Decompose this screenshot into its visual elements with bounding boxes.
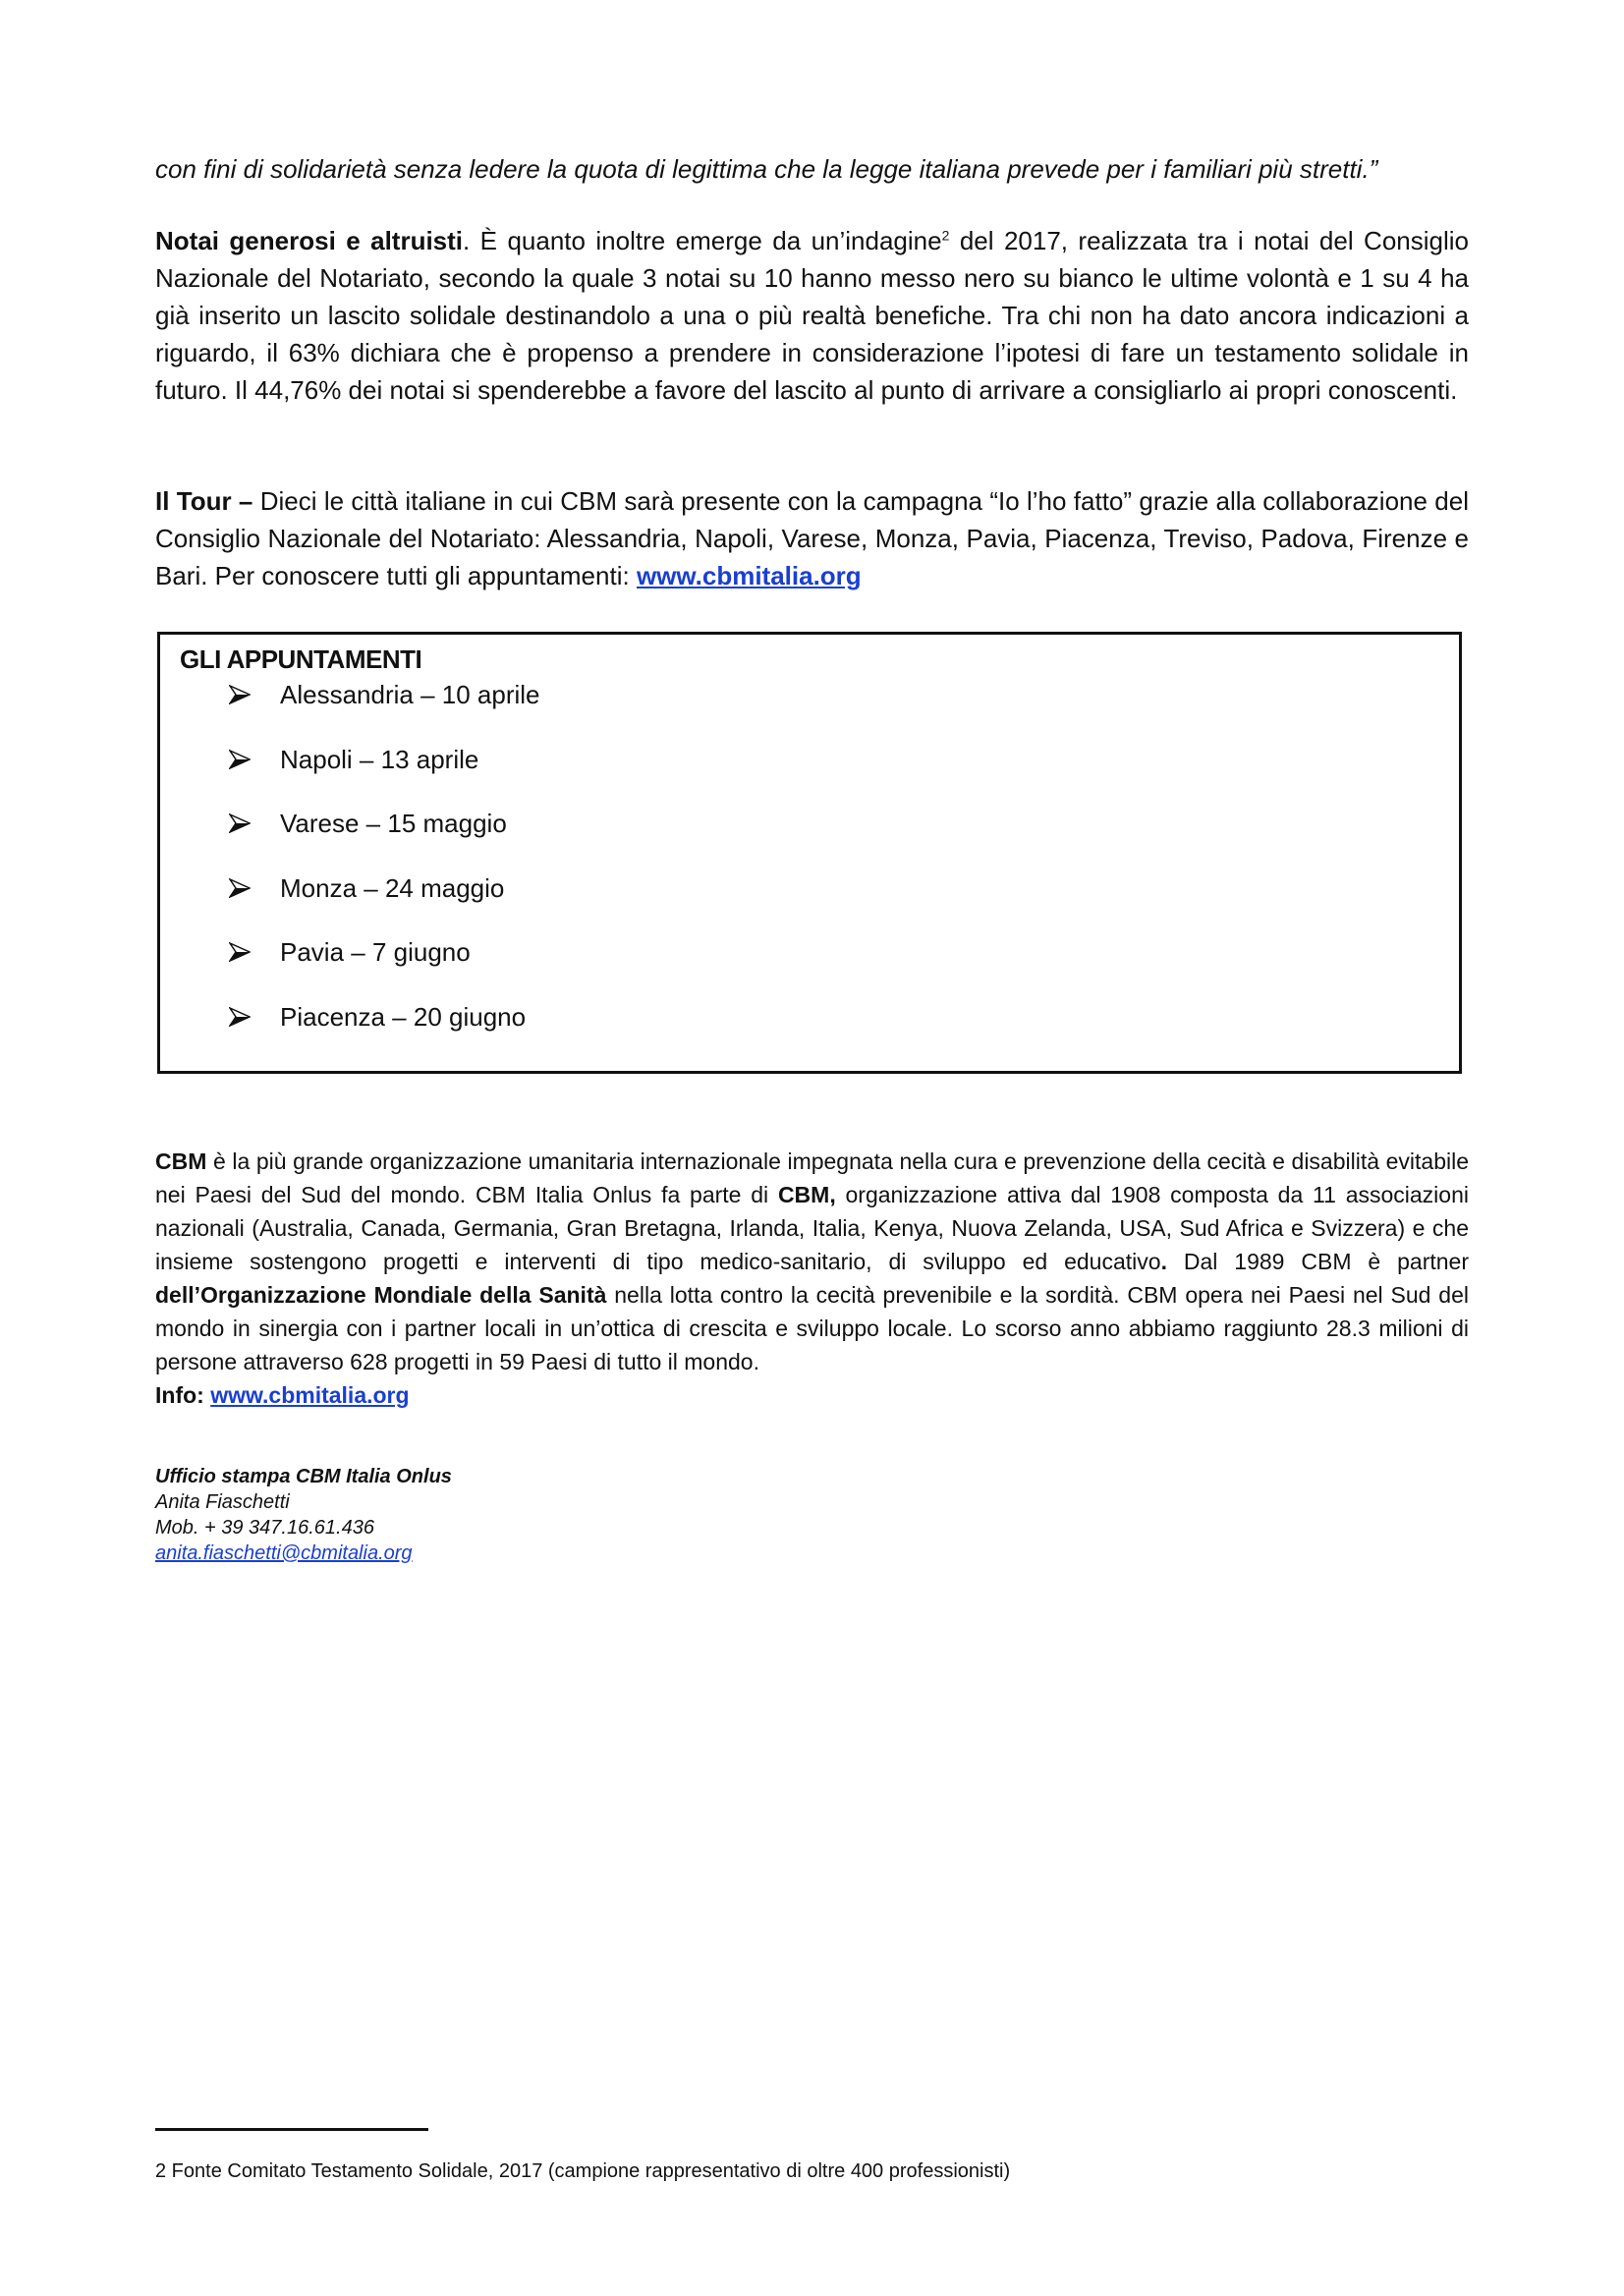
appointments-title: GLI APPUNTAMENTI — [180, 644, 422, 674]
arrowhead-bullet-icon — [229, 942, 251, 962]
appointments-box — [157, 632, 1462, 1074]
info-website-link[interactable]: www.cbmitalia.org — [210, 1382, 410, 1408]
footnote: 2 Fonte Comitato Testamento Solidale, 2017 (campione rappresentativo di oltre 400 professionisti) — [155, 2160, 1011, 2182]
cbm-bold-2: CBM, — [777, 1182, 836, 1207]
bold-period: . — [1160, 1249, 1167, 1274]
about-text-3: Dal 1989 CBM è partner — [1166, 1249, 1469, 1274]
arrowhead-bullet-icon — [229, 1007, 251, 1027]
about-text-2: organizzazione attiva dal 1908 composta da 11 associazioni nazionali (Australia, Canada, Germania, Gran Bretagna, Irlanda, Italia, Kenya, Nuova Zelanda, USA, Sud Africa e Svizzera) e che insieme sostengono progetti e interventi di tipo medico-sanitario, di sviluppo ed educativo — [155, 1182, 1469, 1274]
notai-paragraph — [155, 222, 1469, 409]
cbm-bold: CBM — [155, 1148, 207, 1174]
about-text-1: è la più grande organizzazione umanitaria internazionale impegnata nella cura e prevenzione della cecità e disabilità evitabile nei Paesi del Sud del mondo. CBM Italia Onlus fa parte di — [155, 1148, 1469, 1207]
arrowhead-bullet-icon — [229, 878, 251, 898]
footnote-reference[interactable]: 2 — [941, 227, 950, 244]
appointment-label: Napoli – 13 aprile — [280, 744, 479, 774]
appointment-label: Piacenza – 20 giugno — [280, 1001, 527, 1032]
contact-phone: Mob. + 39 347.16.61.436 — [155, 1517, 374, 1539]
tour-paragraph — [155, 482, 1469, 594]
tour-website-link[interactable]: www.cbmitalia.org — [636, 561, 862, 590]
arrowhead-bullet-icon — [229, 813, 251, 833]
tour-heading: Il Tour – — [155, 486, 253, 516]
who-bold: dell’Organizzazione Mondiale della Sanità — [155, 1282, 607, 1308]
press-office-title: Ufficio stampa CBM Italia Onlus — [155, 1466, 452, 1487]
about-text-4: nella lotta contro la cecità prevenibile e la sordità. CBM opera nei Paesi nel Sud del mondo in sinergia con i partner locali in un’ottica di crescita e sviluppo locale. Lo scorso anno abbiamo raggiunto 28.3 milioni di persone attraverso 628 progetti in 59 Paesi di tutto il mondo. — [155, 1282, 1470, 1374]
notai-heading: Notai generosi e altruisti — [155, 226, 464, 255]
footnote-separator — [155, 2128, 428, 2131]
tour-body: Dieci le città italiane in cui CBM sarà presente con la campagna “Io l’ho fatto” grazie alla collaborazione del Consiglio Nazionale del Notariato: Alessandria, Napoli, Varese, Monza, Pavia, Piacenza, Treviso, Padova, Firenze e Bari. Per conoscere tutti gli appuntamenti: — [155, 486, 1469, 590]
appointment-label: Monza – 24 maggio — [280, 872, 505, 903]
press-contact — [155, 1464, 452, 1566]
arrowhead-bullet-icon — [229, 685, 251, 704]
appointment-label: Pavia – 7 giugno — [280, 937, 471, 968]
info-label: Info: — [155, 1382, 204, 1408]
about-cbm-paragraph — [155, 1145, 1469, 1412]
notai-lead: . È quanto inoltre emerge da un’indagine — [463, 226, 942, 255]
appointment-label: Alessandria – 10 aprile — [280, 680, 540, 709]
arrowhead-bullet-icon — [229, 750, 251, 769]
notai-body: del 2017, realizzata tra i notai del Consiglio Nazionale del Notariato, secondo la quale 3 notai su 10 hanno messo nero su bianco le ultime volontà e 1 su 4 ha già inserito un lascito solidale destinandolo a una o più realtà benefiche. Tra chi non ha dato ancora indicazioni a riguardo, il 63% dichiara che è propenso a prendere in considerazione l’ipotesi di fare un testamento solidale in futuro. Il 44,76% dei notai si spenderebbe a favore del lascito al punto di arrivare a consigliarlo ai propri conoscenti. — [155, 226, 1469, 405]
appointment-label: Varese – 15 maggio — [280, 809, 507, 839]
intro-quote-text: con fini di solidarietà senza ledere la quota di legittima che la legge italiana prevede per i familiari più stretti.” — [155, 154, 1378, 184]
contact-email-link[interactable]: anita.fiaschetti@cbmitalia.org — [155, 1542, 413, 1564]
contact-name: Anita Fiaschetti — [155, 1491, 290, 1513]
intro-quote-line — [155, 150, 1469, 188]
